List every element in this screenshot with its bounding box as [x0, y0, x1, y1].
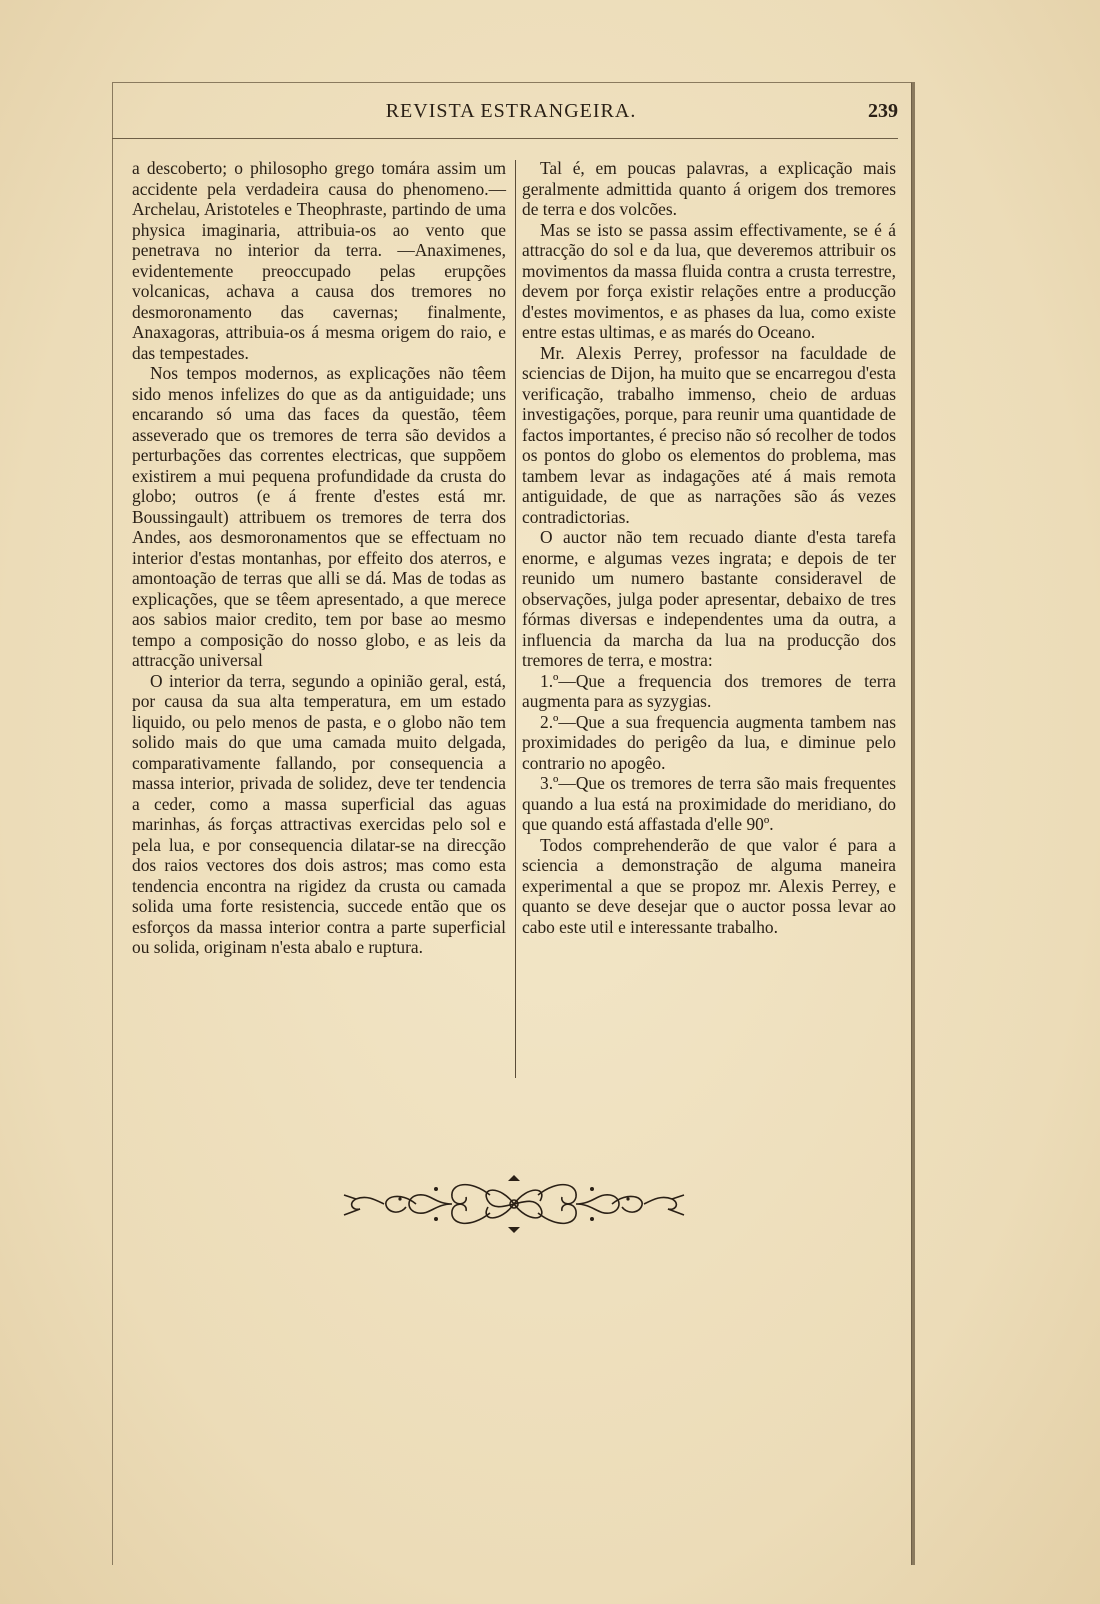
running-title: REVISTA ESTRANGEIRA.: [385, 100, 637, 122]
header-rule: [112, 138, 898, 139]
left-column: [132, 158, 506, 958]
paragraph: Nos tempos modernos, as explicações não têem sido menos infelizes do que as da antiguidade; uns encarando só uma das faces da questão, têem asseverado que os tremores de terra são devidos a perturbações das correntes electricas, que suppõem existirem a mui pequena profundidade da crusta do globo; outros (e á frente d'estes está mr. Boussingault) attribuem os tremores de terra dos Andes, aos desmoronamentos que se effectuam no interior d'estas montanhas, por effeito dos aterros, e amontoação de terras que alli se dá. Mas de todas as explicações, que se têem apresentado, a que merece aos sabios maior credito, tem por base ao mesmo tempo a composição do nosso globo, e as leis da attracção universal: [132, 363, 506, 670]
paragraph: 1.º—Que a frequencia dos tremores de terra augmenta para as syzygias.: [522, 670, 896, 711]
paragraph: 3.º—Que os tremores de terra são mais frequentes quando a lua está na proximidade do meridiano, do que quando está affastada d'elle 90º.: [522, 773, 896, 834]
paragraph: Mas se isto se passa assim effectivamente, se é á attracção do sol e da lua, que deveremos attribuir os movimentos da massa fluida contra a crusta terrestre, devem por força existir relações entre a producção d'estes movimentos, e as phases da lua, como existe entre estas ultimas, e as marés do Oceano.: [522, 219, 896, 342]
text-columns: [132, 158, 896, 1088]
paragraph: Tal é, em poucas palavras, a explicação mais geralmente admittida quanto á origem dos tremores de terra e dos volcões.: [522, 158, 896, 219]
paragraph: O interior da terra, segundo a opinião geral, está, por causa da sua alta temperatura, em um estado liquido, ou pelo menos de pasta, e o globo não tem solido mais do que uma camada muito delgada, comparativamente fallando, por consequencia a massa interior, privada de solidez, deve ter tendencia a ceder, como a massa superficial das aguas marinhas, ás forças attractivas exercidas pelo sol e pela lua, e por consequencia dilatar-se na direcção dos raios vectores dos dois astros; mas como esta tendencia encontra na rigidez da crusta ou camada solida uma forte resistencia, succede então que os esforços da massa interior contra a parte superficial ou solida, originam n'esta abalo e ruptura.: [132, 670, 506, 957]
running-header: [112, 100, 910, 130]
scrollwork-ornament-icon: [340, 1175, 688, 1233]
paragraph: 2.º—Que a sua frequencia augmenta tambem nas proximidades do perigêo da lua, e diminue pelo contrario no apogêo.: [522, 711, 896, 773]
paragraph: Todos comprehenderão de que valor é para a sciencia a demonstração de alguma maneira experimental a que se propoz mr. Alexis Perrey, e quanto se deve desejar que o auctor possa levar ao cabo este util e interessante trabalho.: [522, 834, 896, 937]
paragraph: O auctor não tem recuado diante d'esta tarefa enorme, e algumas vezes ingrata; e depois de ter reunido um numero bastante consideravel de observações, julga poder apresentar, debaixo de tres fórmas diversas e independentes uma da outra, a influencia da marcha da lua na producção dos tremores de terra, e mostra:: [522, 527, 896, 670]
page-number: 239: [868, 100, 898, 122]
column-divider: [515, 160, 516, 1078]
right-column: [522, 158, 896, 937]
paragraph: Mr. Alexis Perrey, professor na faculdade de sciencias de Dijon, ha muito que se encarregou d'esta verificação, trabalho immenso, cheio de arduas investigações, porque, para reunir uma quantidade de factos importantes, é preciso não só recolher de todos os pontos do globo os elementos do problema, mas tambem levar as indagações até á mais remota antiguidade, de que as narrações são ás vezes contradictorias.: [522, 342, 896, 527]
paragraph: a descoberto; o philosopho grego tomára assim um accidente pela verdadeira causa do phenomeno.—Archelau, Aristoteles e Theophraste, partindo de uma physica imaginaria, attribuia-os ao vento que penetrava no interior da terra. —Anaximenes, evidentemente preoccupado pelas erupções volcanicas, achava a causa dos tremores no desmoronamento das cavernas; finalmente, Anaxagoras, attribuia-os á mesma origem do raio, e das tempestades.: [132, 158, 506, 363]
